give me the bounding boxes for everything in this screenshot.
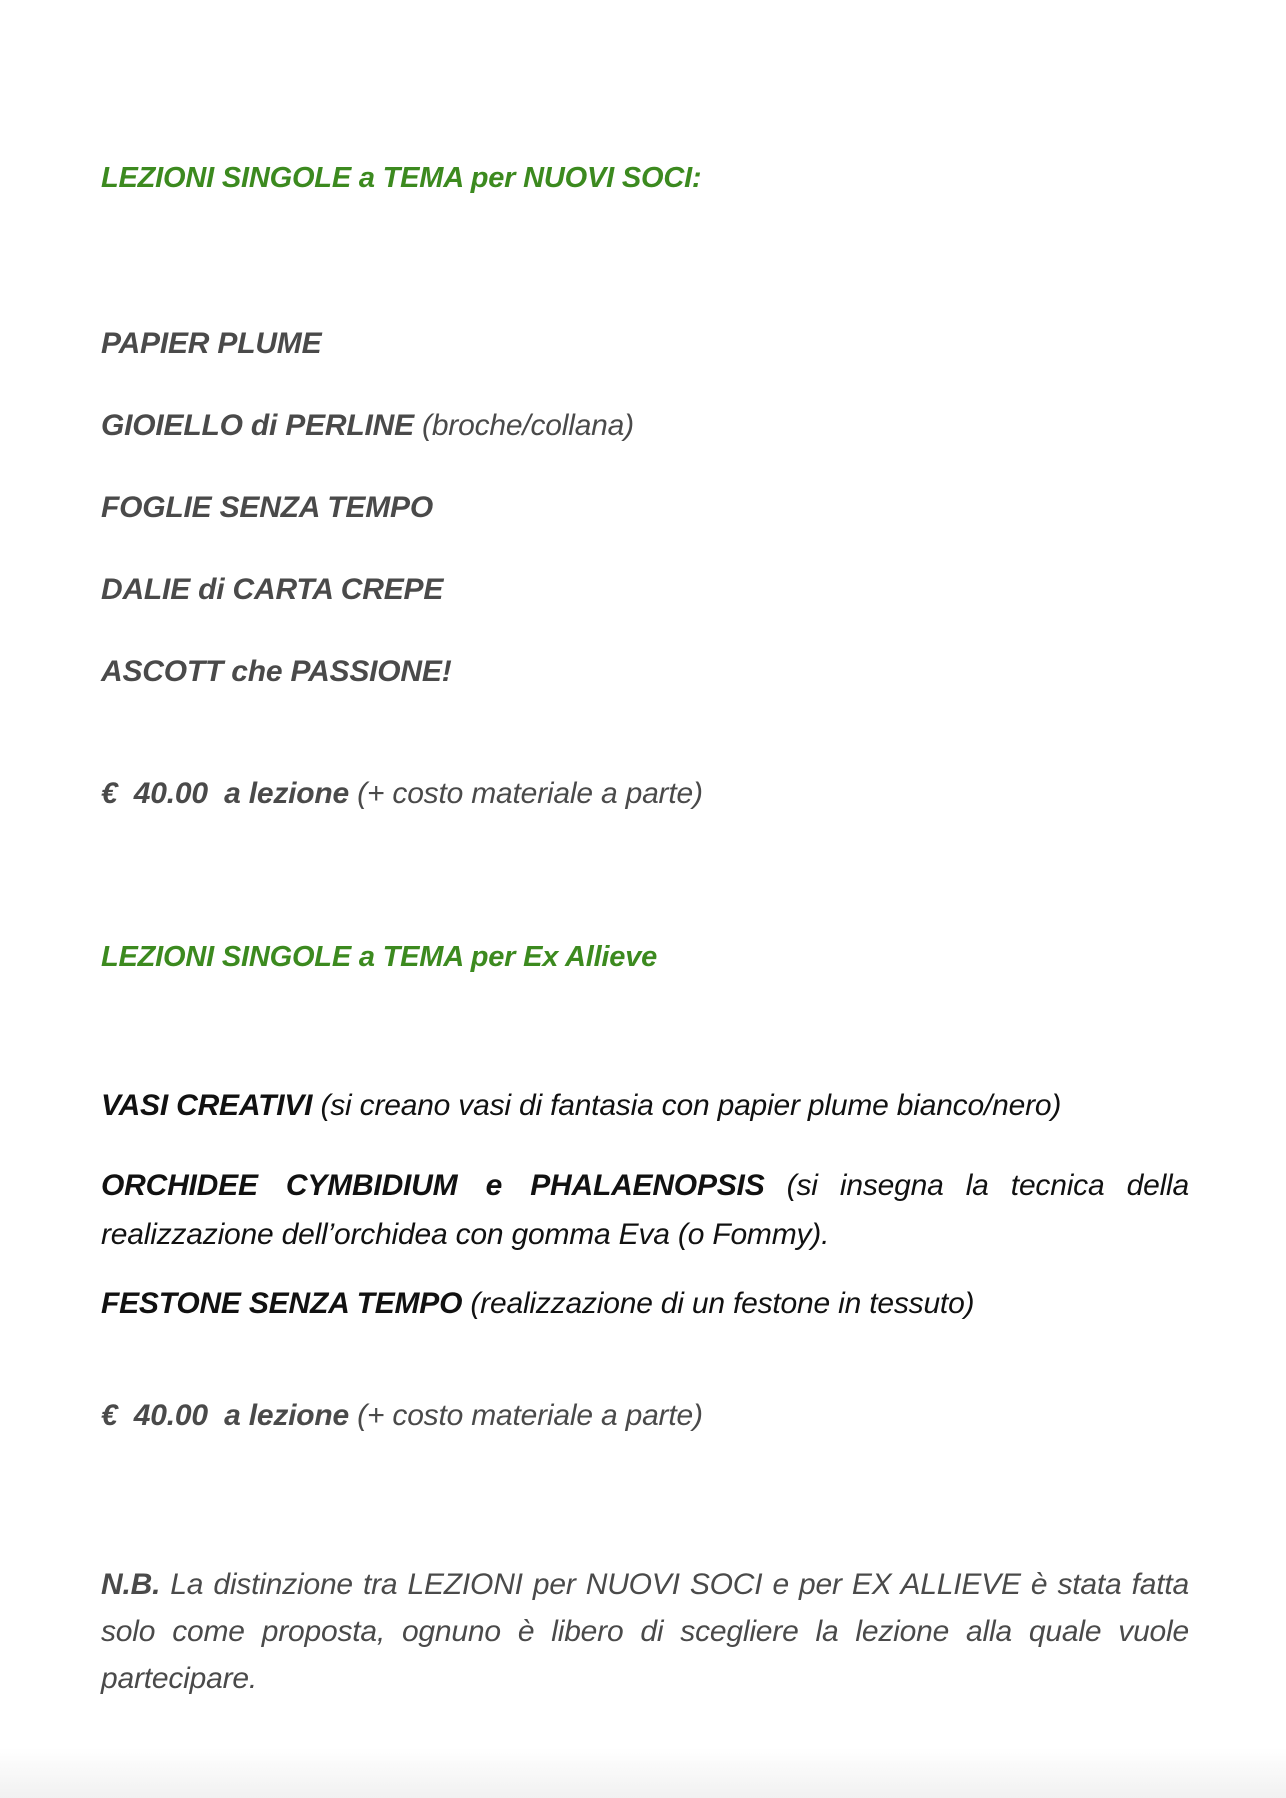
lesson-item (101, 409, 634, 443)
lesson-item (101, 573, 443, 607)
footnote (101, 1561, 1189, 1702)
section-heading-new-members: LEZIONI SINGOLE a TEMA per NUOVI SOCI: (101, 162, 702, 194)
lesson-note: (si insegna la tecnica della realizzazione dell’orchidea con gomma Eva (o Fommy). (101, 1169, 1189, 1251)
page-bottom-shadow (0, 1748, 1286, 1798)
lesson-item (101, 327, 321, 361)
lesson-title: ORCHIDEE CYMBIDIUM e PHALAENOPSIS (101, 1169, 765, 1202)
lesson-item (101, 1089, 1061, 1123)
lesson-title: PAPIER PLUME (101, 327, 322, 360)
price-amount: € 40.00 a lezione (101, 1399, 350, 1432)
price-note: (+ costo materiale a parte) (357, 1399, 703, 1432)
price-note: (+ costo materiale a parte) (357, 777, 703, 810)
price-line-ex-students (101, 1399, 703, 1433)
lesson-item (101, 655, 452, 689)
footnote-text: La distinzione tra LEZIONI per NUOVI SOCI e per EX ALLIEVE è stata fatta solo come proposta, ognuno è libero di scegliere la lezione alla quale vuole partecipare. (101, 1568, 1189, 1695)
lesson-title: ASCOTT che PASSIONE! (101, 655, 452, 688)
price-line-new-members (101, 777, 703, 811)
lesson-title: FESTONE SENZA TEMPO (101, 1287, 463, 1320)
lesson-item (101, 1161, 1189, 1259)
lesson-note: (si creano vasi di fantasia con papier plume bianco/nero) (320, 1089, 1062, 1122)
lesson-note: (realizzazione di un festone in tessuto) (470, 1287, 975, 1320)
lesson-title: DALIE di CARTA CREPE (101, 573, 444, 606)
lesson-item (101, 491, 433, 525)
lesson-item (101, 1287, 974, 1321)
lesson-note: (broche/collana) (422, 409, 634, 442)
footnote-label: N.B. (101, 1568, 161, 1601)
lesson-title: GIOIELLO di PERLINE (101, 409, 414, 442)
price-amount: € 40.00 a lezione (101, 777, 350, 810)
lesson-title: VASI CREATIVI (101, 1089, 313, 1122)
section-heading-ex-students: LEZIONI SINGOLE a TEMA per Ex Allieve (101, 941, 658, 973)
lesson-title: FOGLIE SENZA TEMPO (101, 491, 433, 524)
